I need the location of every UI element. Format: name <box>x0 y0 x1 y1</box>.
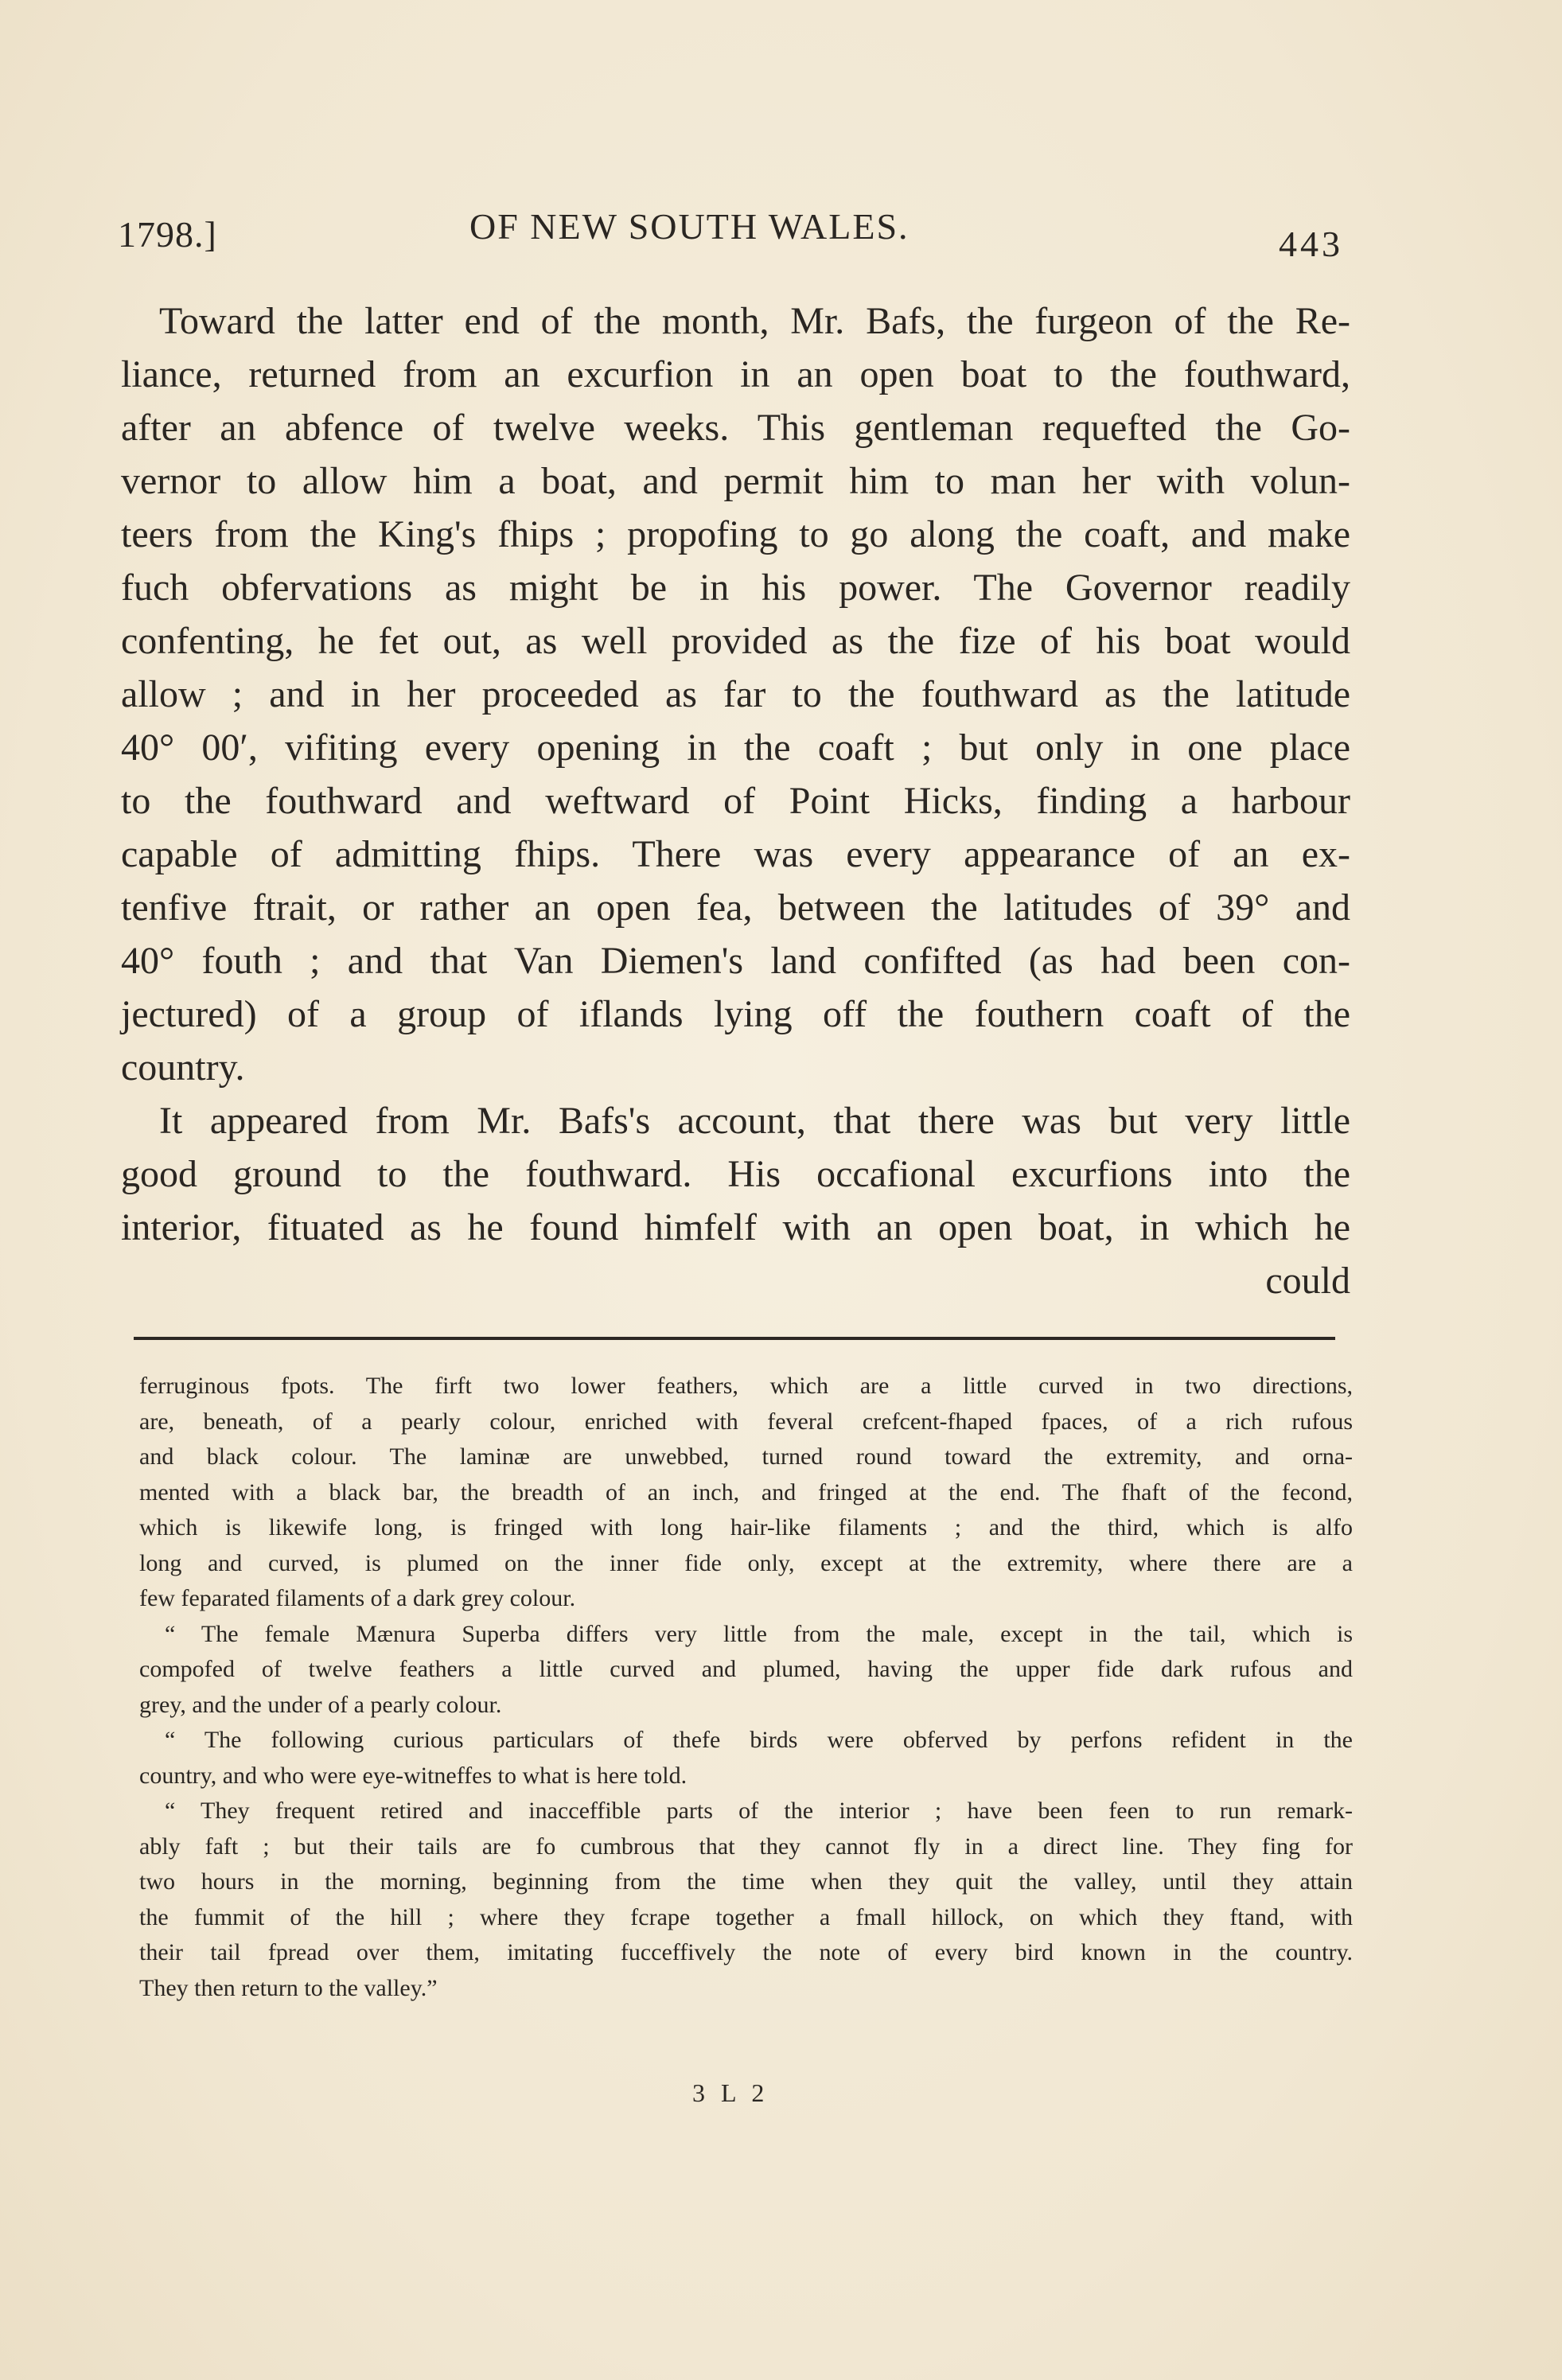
text-line: 40° 00′, vifiting every opening in the coaft ; but only in one place <box>121 726 1350 769</box>
main-text-block <box>121 294 1350 1307</box>
text-line: 40° fouth ; and that Van Diemen's land confifted (as had been con- <box>121 940 1350 982</box>
footnote-line: their tail fpread over them, imitating fucceffively the note of every bird known in the country. <box>139 1939 1353 1965</box>
text-line: It appeared from Mr. Bafs's account, that there was but very little <box>159 1100 1350 1142</box>
text-line: jectured) of a group of iflands lying off the fouthern coaft of the <box>121 993 1350 1035</box>
header-year: 1798.] <box>118 214 217 255</box>
text-line: to the fouthward and weftward of Point Hicks, finding a harbour <box>121 780 1350 822</box>
footnote-line: country, and who were eye-witneffes to what is here told. <box>139 1762 688 1789</box>
text-line: fuch obfervations as might be in his power. The Governor readily <box>121 567 1350 609</box>
footnote-block <box>139 1369 1353 2006</box>
footnote-line: are, beneath, of a pearly colour, enriched with feveral crefcent-fhaped fpaces, of a rich rufous <box>139 1408 1353 1435</box>
footnote-line: two hours in the morning, beginning from the time when they quit the valley, until they attain <box>139 1868 1353 1895</box>
header-title: OF NEW SOUTH WALES. <box>469 206 910 247</box>
footnote-line: “ The following curious particulars of thefe birds were obferved by perfons refident in the <box>165 1727 1353 1753</box>
signature-mark: 3 L 2 <box>692 2078 769 2107</box>
catchword: could <box>1265 1260 1350 1302</box>
footnote-line: ably faft ; but their tails are fo cumbrous that they cannot fly in a direct line. They fing for <box>139 1833 1353 1860</box>
text-line: country. <box>121 1046 245 1089</box>
text-line: good ground to the fouthward. His occafional excurfions into the <box>121 1153 1350 1195</box>
footnote-line: which is likewife long, is fringed with long hair-like filaments ; and the third, which is alfo <box>139 1514 1353 1541</box>
running-header <box>118 205 1343 264</box>
footnote-divider <box>134 1337 1335 1340</box>
text-line: after an abfence of twelve weeks. This gentleman requefted the Go- <box>121 407 1350 449</box>
text-line: capable of admitting fhips. There was every appearance of an ex- <box>121 833 1350 875</box>
text-line: confenting, he fet out, as well provided as the fize of his boat would <box>121 620 1350 662</box>
text-line: teers from the King's fhips ; propofing to go along the coaft, and make <box>121 513 1350 555</box>
text-line: vernor to allow him a boat, and permit him to man her with volun- <box>121 460 1350 502</box>
footnote-line: few feparated filaments of a dark grey colour. <box>139 1585 576 1611</box>
footnote-line: ferruginous fpots. The firft two lower feathers, which are a little curved in two directions, <box>139 1373 1353 1399</box>
footnote-line: and black colour. The laminæ are unwebbed, turned round toward the extremity, and orna- <box>139 1443 1353 1470</box>
footnote-line: long and curved, is plumed on the inner fide only, except at the extremity, where there are a <box>139 1549 1353 1576</box>
footnote-line: grey, and the under of a pearly colour. <box>139 1691 502 1718</box>
footnote-line: They then return to the valley.” <box>139 1974 438 2001</box>
page-number: 443 <box>1279 224 1343 264</box>
footnote-line: “ The female Mænura Superba differs very little from the male, except in the tail, which is <box>165 1620 1353 1647</box>
footnote-line: compofed of twelve feathers a little curved and plumed, having the upper fide dark rufous and <box>139 1656 1353 1682</box>
text-line: interior, fituated as he found himfelf with an open boat, in which he <box>121 1206 1350 1248</box>
text-line: tenfive ftrait, or rather an open fea, between the latitudes of 39° and <box>121 886 1350 929</box>
footnote-line: “ They frequent retired and inacceffible parts of the interior ; have been feen to run remark- <box>165 1798 1353 1824</box>
text-line: liance, returned from an excurfion in an open boat to the fouthward, <box>121 353 1350 395</box>
footnote-line: the fummit of the hill ; where they fcrape together a fmall hillock, on which they ftand, with <box>139 1903 1353 1930</box>
text-line: Toward the latter end of the month, Mr. Bafs, the furgeon of the Re- <box>159 300 1350 342</box>
text-line: allow ; and in her proceeded as far to the fouthward as the latitude <box>121 673 1350 715</box>
footnote-line: mented with a black bar, the breadth of an inch, and fringed at the end. The fhaft of the fecond, <box>139 1478 1353 1506</box>
